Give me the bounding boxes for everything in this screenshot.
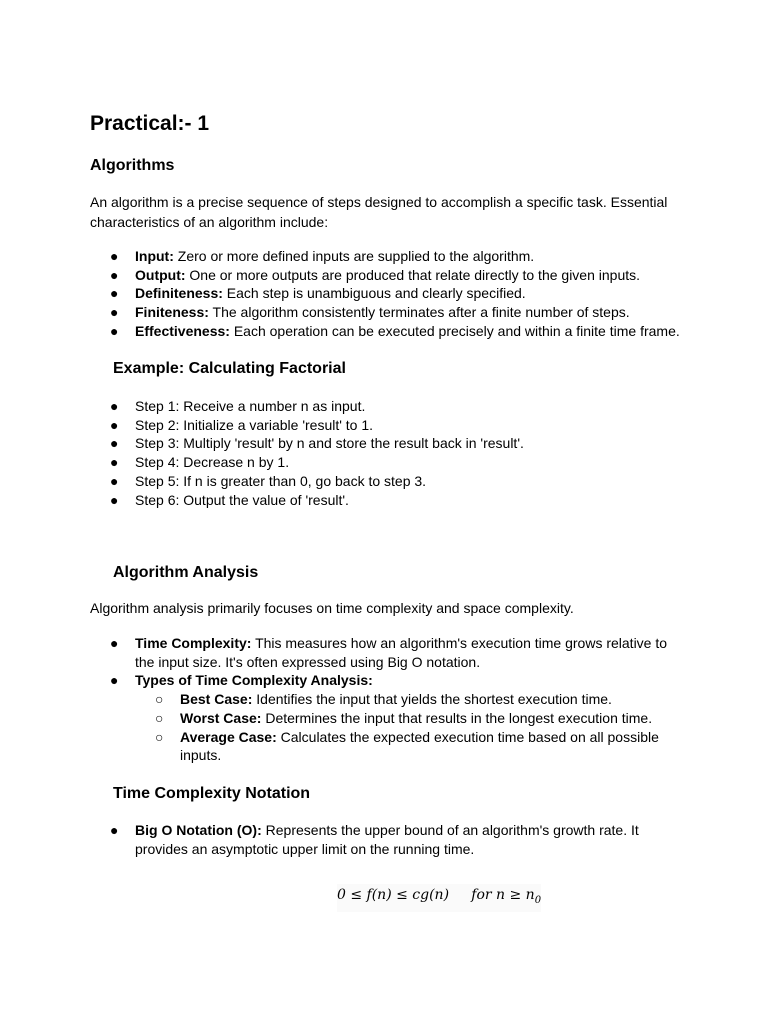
item-label: Time Complexity:	[135, 635, 252, 651]
list-item	[135, 690, 730, 709]
list-item	[90, 397, 730, 416]
algorithms-intro-line2: characteristics of an algorithm include:	[90, 213, 329, 230]
item-text: Determines the input that results in the longest execution time.	[261, 709, 653, 726]
item-text: Represents the upper bound of an algorithm's growth rate. It	[261, 822, 639, 838]
item-label: Finiteness:	[135, 304, 209, 321]
hollow-bullet-icon: ○	[155, 691, 164, 708]
item-label: Best Case:	[180, 691, 253, 708]
formula-main: 0 ≤ f(n) ≤ cg(n) for n ≥ n	[337, 887, 535, 903]
case-types-list	[135, 690, 730, 765]
notation-list	[90, 821, 730, 858]
characteristics-list	[90, 247, 730, 341]
item-label: Output:	[135, 266, 186, 283]
item-text: Each operation can be executed precisely and within a finite time frame.	[229, 322, 680, 339]
hollow-bullet-icon: ○	[155, 728, 164, 745]
item-text: Zero or more defined inputs are supplied to the algorithm.	[173, 248, 535, 264]
algorithms-intro	[90, 193, 730, 232]
bullet-icon: ●	[110, 266, 119, 283]
list-item	[90, 284, 730, 303]
item-text: This measures how an algorithm's execution time grows relative to	[251, 635, 668, 651]
bullet-icon: ●	[110, 322, 119, 339]
bullet-icon: ●	[110, 248, 119, 264]
list-item	[135, 728, 730, 765]
bullet-icon: ●	[110, 416, 119, 433]
item-label: Worst Case:	[180, 709, 262, 726]
item-text: One or more outputs are produced that relate directly to the given inputs.	[185, 266, 641, 283]
step-text: Step 1: Receive a number n as input.	[135, 398, 366, 414]
item-label: Definiteness:	[135, 285, 223, 302]
bullet-icon: ●	[110, 672, 119, 689]
bullet-icon: ●	[110, 491, 119, 508]
bullet-icon: ●	[110, 454, 119, 471]
list-item	[90, 434, 730, 453]
notation-heading: Time Complexity Notation	[113, 785, 311, 802]
bullet-icon: ●	[110, 398, 119, 414]
list-item	[90, 821, 730, 858]
analysis-intro: Algorithm analysis primarily focuses on time complexity and space complexity.	[90, 600, 574, 616]
item-text-continued: inputs.	[180, 747, 222, 764]
item-label: Average Case:	[180, 728, 277, 745]
list-item	[90, 266, 730, 285]
item-text: Calculates the expected execution time based on all possible	[276, 728, 659, 745]
list-item	[135, 709, 730, 728]
list-item	[90, 303, 730, 322]
bullet-icon: ●	[110, 285, 119, 302]
list-item	[90, 671, 730, 765]
step-text: Step 4: Decrease n by 1.	[135, 454, 290, 471]
item-text-continued: the input size. It's often expressed using Big O notation.	[135, 653, 481, 670]
list-item	[90, 416, 730, 435]
algorithms-heading: Algorithms	[90, 157, 175, 174]
item-label: Types of Time Complexity Analysis:	[135, 672, 373, 689]
list-item	[90, 247, 730, 266]
bullet-icon: ●	[110, 822, 119, 838]
step-text: Step 5: If n is greater than 0, go back to step 3.	[135, 472, 427, 489]
item-text-continued: provides an asymptotic upper limit on the running time.	[135, 840, 475, 857]
item-text: Each step is unambiguous and clearly specified.	[222, 285, 526, 302]
bullet-icon: ●	[110, 472, 119, 489]
bullet-icon: ●	[110, 435, 119, 452]
item-text: Identifies the input that yields the shortest execution time.	[252, 691, 612, 708]
list-item	[90, 491, 730, 510]
item-label: Effectiveness:	[135, 322, 230, 339]
step-text: Step 2: Initialize a variable 'result' to 1.	[135, 416, 374, 433]
formula-subscript: 0	[534, 894, 542, 906]
big-o-formula	[337, 884, 541, 912]
list-item	[90, 634, 730, 671]
bullet-icon: ●	[110, 304, 119, 321]
page-title: Practical:- 1	[90, 112, 210, 135]
item-label: Input:	[135, 248, 174, 264]
item-text: The algorithm consistently terminates after a finite number of steps.	[208, 304, 630, 321]
item-label: Big O Notation (O):	[135, 822, 262, 838]
factorial-steps-list	[90, 397, 730, 509]
step-text: Step 6: Output the value of 'result'.	[135, 491, 349, 508]
list-item	[90, 322, 730, 341]
hollow-bullet-icon: ○	[155, 709, 164, 726]
bullet-icon: ●	[110, 635, 119, 651]
algorithms-intro-line1: An algorithm is a precise sequence of steps designed to accomplish a specific task. Essential	[90, 194, 668, 210]
list-item	[90, 453, 730, 472]
example-heading: Example: Calculating Factorial	[113, 360, 346, 377]
analysis-list	[90, 634, 730, 765]
step-text: Step 3: Multiply 'result' by n and store the result back in 'result'.	[135, 435, 524, 452]
analysis-heading: Algorithm Analysis	[113, 564, 259, 581]
list-item	[90, 472, 730, 491]
